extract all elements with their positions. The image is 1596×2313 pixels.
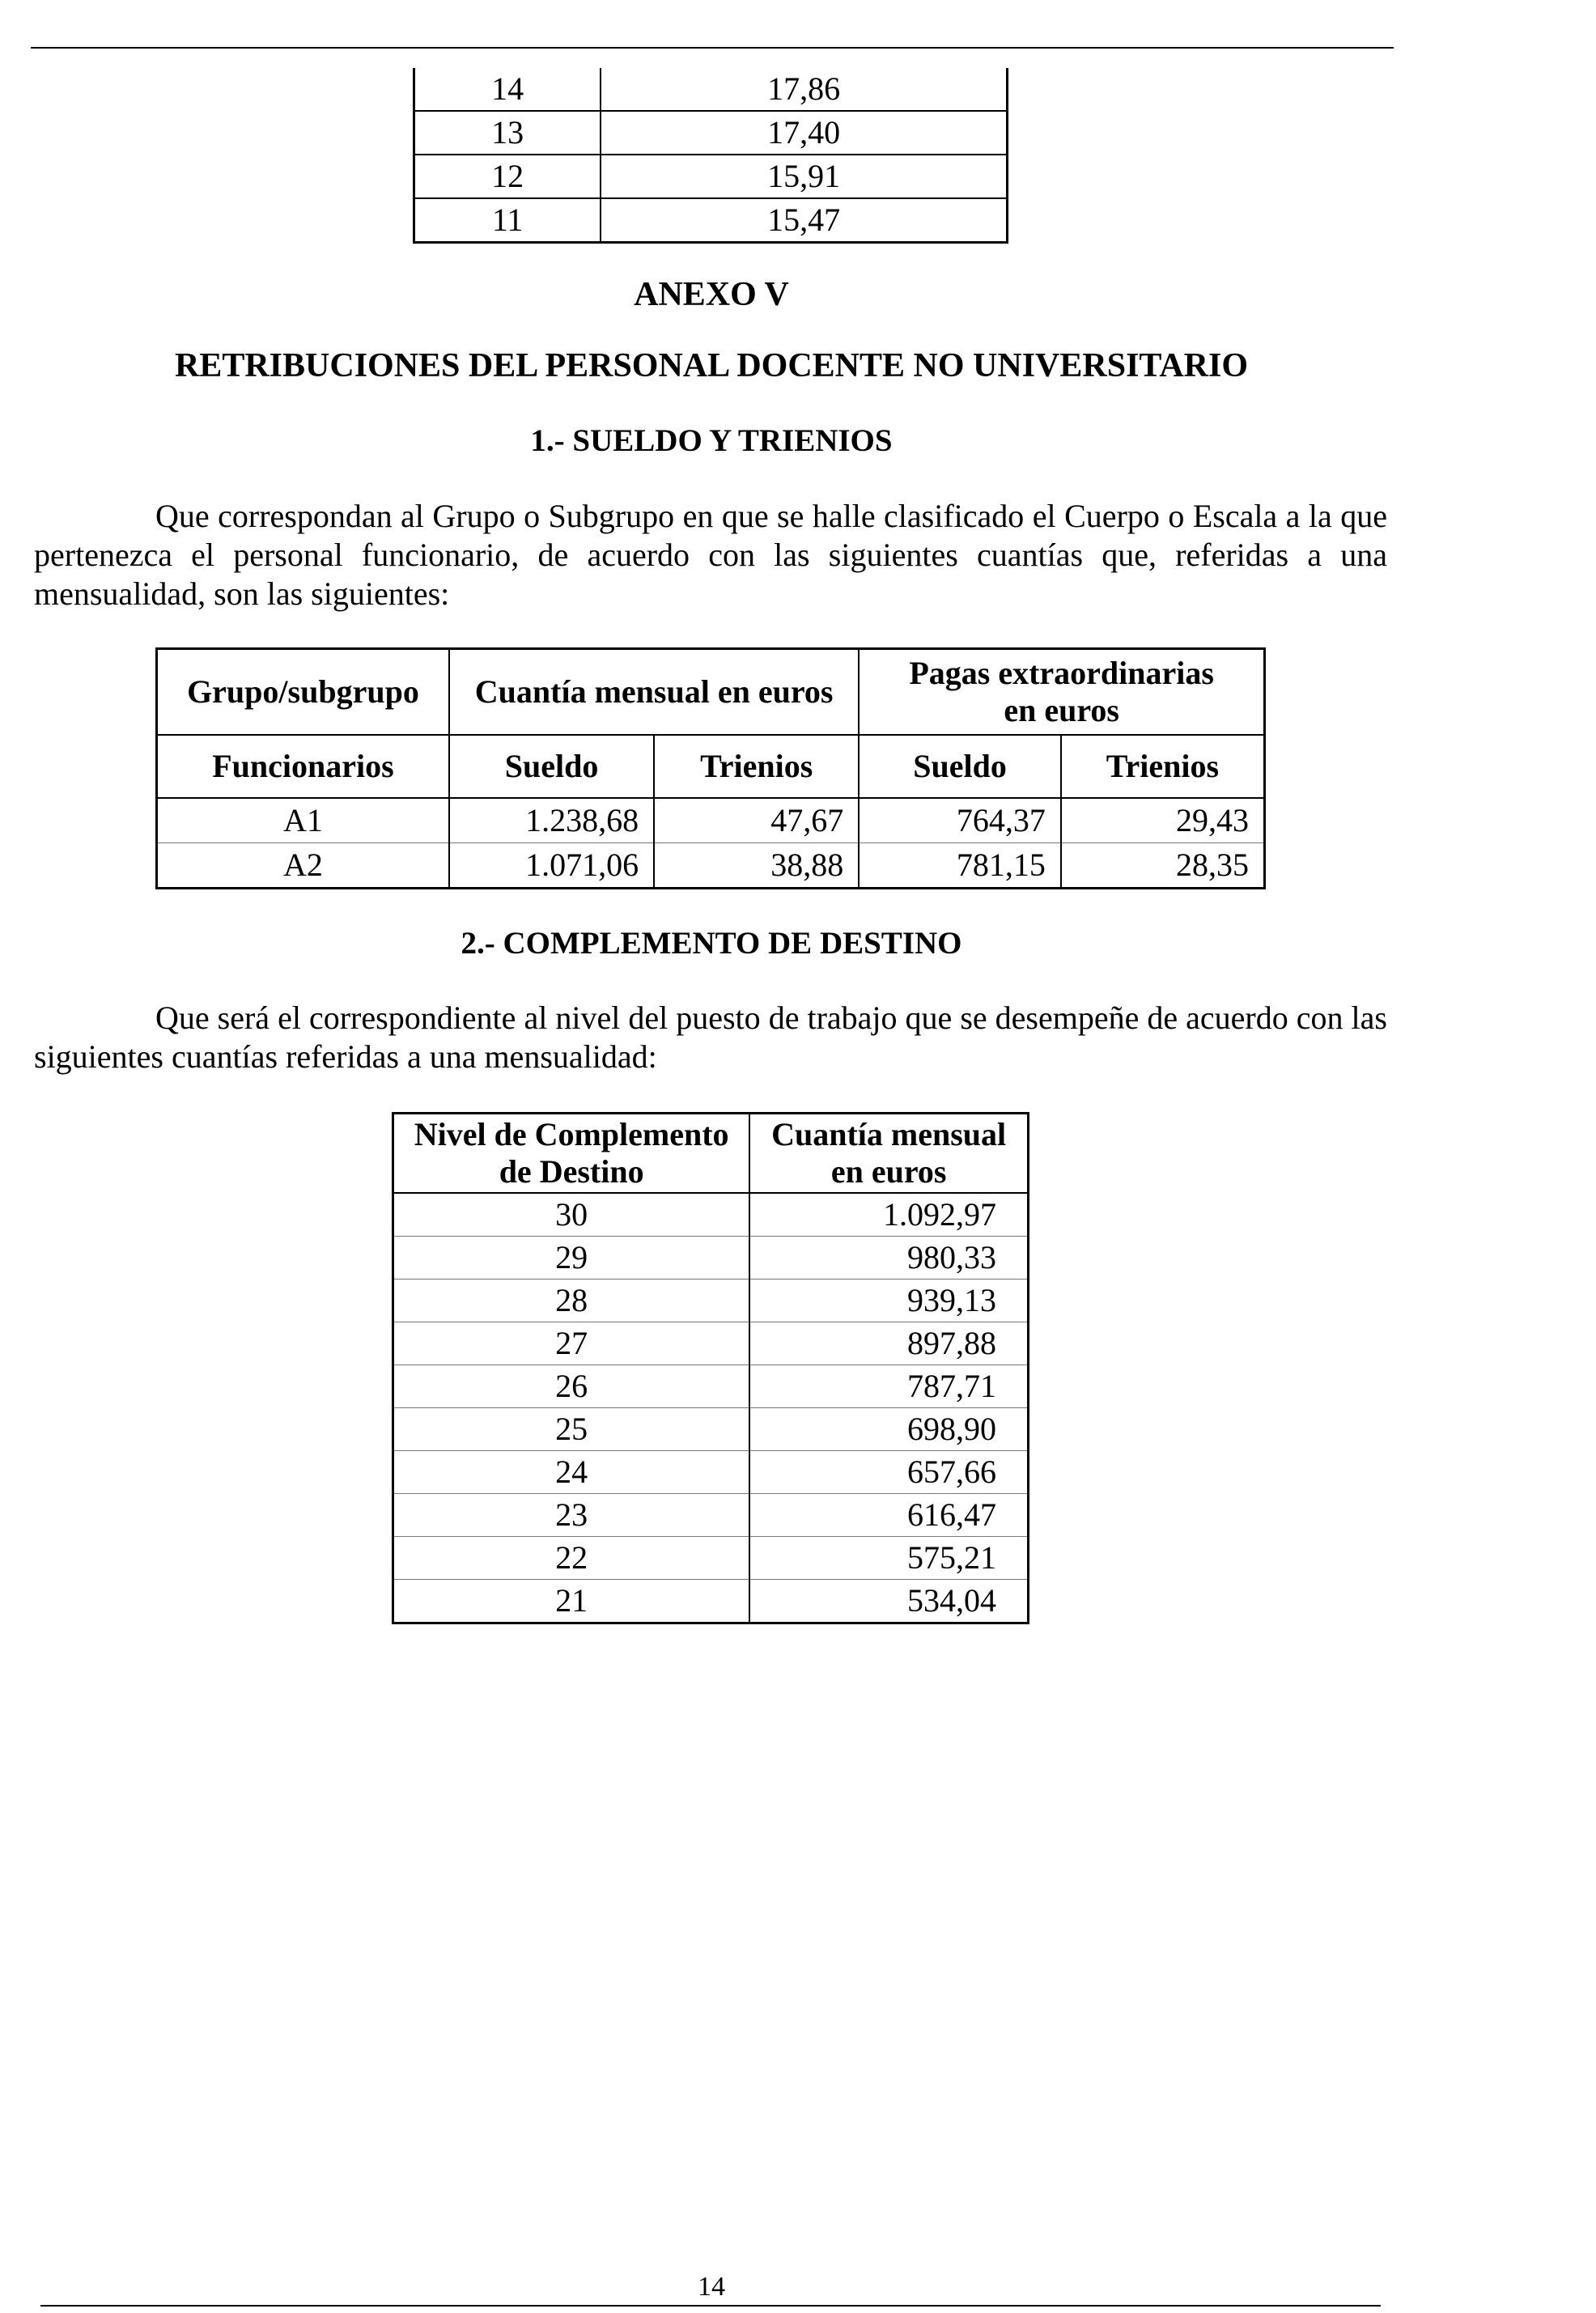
trienios-extra-cell: 28,35 bbox=[1061, 843, 1265, 889]
header-cuantia bbox=[749, 1114, 1028, 1194]
nivel-cell: 28 bbox=[393, 1280, 750, 1322]
table-row bbox=[414, 111, 1008, 155]
sueldo-cell: 1.071,06 bbox=[449, 843, 654, 889]
table-row bbox=[393, 1237, 1029, 1280]
table-header-row bbox=[157, 649, 1265, 736]
section-paragraph-sueldo bbox=[34, 497, 1387, 613]
table-header-row bbox=[393, 1114, 1029, 1194]
table-row bbox=[393, 1322, 1029, 1365]
table-row bbox=[393, 1280, 1029, 1322]
grupo-cell: A2 bbox=[157, 843, 449, 889]
sueldo-cell: 1.238,68 bbox=[449, 798, 654, 843]
nivel-cell: 24 bbox=[393, 1451, 750, 1494]
section-title-complemento: 2.- COMPLEMENTO DE DESTINO bbox=[461, 926, 962, 961]
nivel-cell: 27 bbox=[393, 1322, 750, 1365]
table-row bbox=[393, 1451, 1029, 1494]
nivel-cell: 26 bbox=[393, 1365, 750, 1408]
header-funcionarios: Funcionarios bbox=[157, 735, 449, 798]
cuantia-cell: 939,13 bbox=[749, 1280, 1028, 1322]
value-cell: 17,40 bbox=[601, 111, 1007, 155]
paragraph-text: Que correspondan al Grupo o Subgrupo en que se halle clasificado el Cuerpo o Escala a la que pertenezca el personal funcionario, de acuerdo con las siguientes cuantías que, referidas a una mensualidad, son las siguientes: bbox=[34, 498, 1387, 612]
nivel-cell: 25 bbox=[393, 1408, 750, 1451]
table-row bbox=[414, 68, 1008, 111]
cuantia-cell: 616,47 bbox=[749, 1494, 1028, 1537]
header-nivel-label: Nivel de Complemento de Destino bbox=[414, 1116, 729, 1190]
table-row bbox=[414, 198, 1008, 243]
header-sueldo: Sueldo bbox=[449, 735, 654, 798]
table-row bbox=[157, 843, 1265, 889]
sueldo-extra-cell: 781,15 bbox=[859, 843, 1061, 889]
page-number: 14 bbox=[698, 2272, 725, 2302]
header-trienios: Trienios bbox=[654, 735, 859, 798]
nivel-cell: 29 bbox=[393, 1237, 750, 1280]
cuantia-cell: 534,04 bbox=[749, 1580, 1028, 1623]
table-row bbox=[393, 1193, 1029, 1237]
value-cell: 15,91 bbox=[601, 155, 1007, 198]
header-nivel bbox=[393, 1114, 750, 1194]
table-row bbox=[393, 1365, 1029, 1408]
nivel-cell: 14 bbox=[414, 68, 601, 111]
grupo-cell: A1 bbox=[157, 798, 449, 843]
value-cell: 15,47 bbox=[601, 198, 1007, 243]
nivel-cell: 13 bbox=[414, 111, 601, 155]
nivel-cell: 12 bbox=[414, 155, 601, 198]
paragraph-text: Que será el correspondiente al nivel del puesto de trabajo que se desempeñe de acuerdo con las siguientes cuantías referidas a una mensualidad: bbox=[34, 999, 1387, 1075]
anexo-title: ANEXO V bbox=[634, 276, 789, 313]
header-sueldo-extra: Sueldo bbox=[859, 735, 1061, 798]
continuation-table bbox=[413, 68, 1008, 244]
cuantia-cell: 698,90 bbox=[749, 1408, 1028, 1451]
nivel-cell: 21 bbox=[393, 1580, 750, 1623]
complemento-destino-table bbox=[392, 1112, 1029, 1624]
header-rule bbox=[31, 47, 1394, 49]
table-row bbox=[393, 1580, 1029, 1623]
anexo-subtitle: RETRIBUCIONES DEL PERSONAL DOCENTE NO UNIVERSITARIO bbox=[174, 347, 1248, 384]
sueldo-extra-cell: 764,37 bbox=[859, 798, 1061, 843]
header-trienios-extra: Trienios bbox=[1061, 735, 1265, 798]
header-cuantia-mensual: Cuantía mensual en euros bbox=[449, 649, 859, 736]
table-header-row bbox=[157, 735, 1265, 798]
cuantia-cell: 575,21 bbox=[749, 1537, 1028, 1580]
section-paragraph-complemento bbox=[34, 999, 1387, 1076]
nivel-cell: 22 bbox=[393, 1537, 750, 1580]
section-title-sueldo: 1.- SUELDO Y TRIENIOS bbox=[530, 423, 893, 458]
header-pagas-extra-label: Pagas extraordinarias en euros bbox=[909, 655, 1214, 728]
cuantia-cell: 980,33 bbox=[749, 1237, 1028, 1280]
value-cell: 17,86 bbox=[601, 68, 1007, 111]
trienios-cell: 38,88 bbox=[654, 843, 859, 889]
table-row bbox=[393, 1494, 1029, 1537]
header-pagas-extra bbox=[859, 649, 1264, 736]
table-row bbox=[393, 1408, 1029, 1451]
table-row bbox=[414, 155, 1008, 198]
table-row bbox=[157, 798, 1265, 843]
cuantia-cell: 787,71 bbox=[749, 1365, 1028, 1408]
table-row bbox=[393, 1537, 1029, 1580]
cuantia-cell: 1.092,97 bbox=[749, 1193, 1028, 1237]
nivel-cell: 23 bbox=[393, 1494, 750, 1537]
nivel-cell: 11 bbox=[414, 198, 601, 243]
header-cuantia-label: Cuantía mensual en euros bbox=[771, 1116, 1007, 1190]
header-grupo: Grupo/subgrupo bbox=[157, 649, 449, 736]
trienios-cell: 47,67 bbox=[654, 798, 859, 843]
cuantia-cell: 657,66 bbox=[749, 1451, 1028, 1494]
trienios-extra-cell: 29,43 bbox=[1061, 798, 1265, 843]
footer-rule bbox=[40, 2305, 1381, 2307]
nivel-cell: 30 bbox=[393, 1193, 750, 1237]
cuantia-cell: 897,88 bbox=[749, 1322, 1028, 1365]
sueldo-trienios-table bbox=[155, 647, 1266, 889]
